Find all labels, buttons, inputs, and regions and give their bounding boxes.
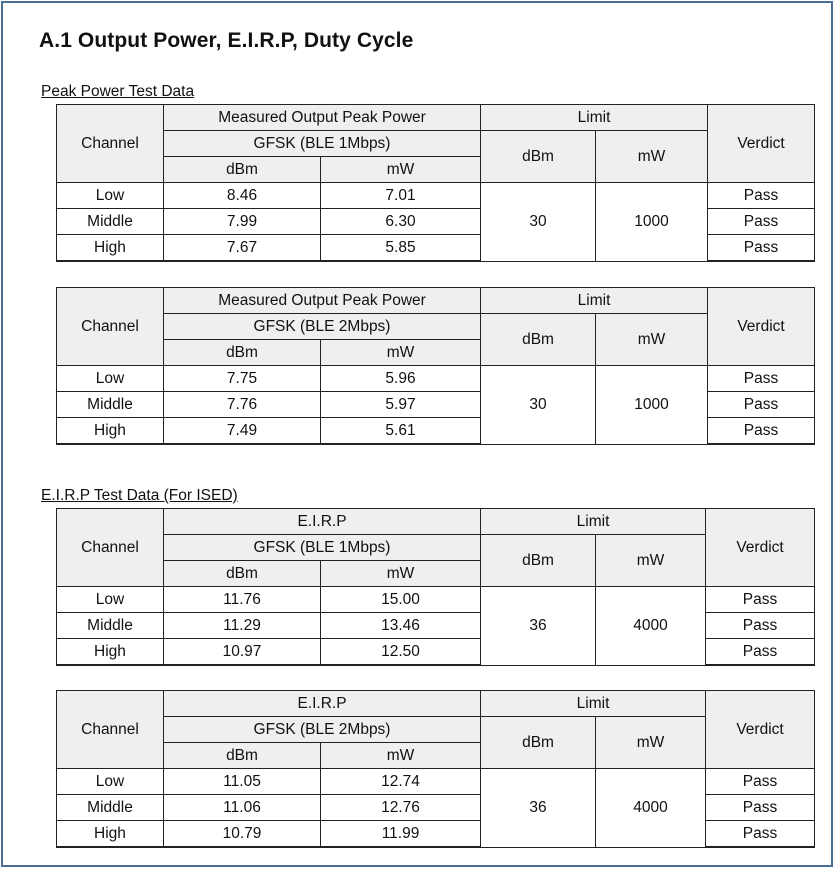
verdict-cell: Pass	[706, 613, 815, 639]
channel-cell: Middle	[57, 209, 164, 235]
channel-cell: High	[57, 639, 164, 666]
channel-cell: High	[57, 235, 164, 262]
limit-dbm-cell: 36	[481, 587, 596, 666]
channel-cell: Middle	[57, 613, 164, 639]
dbm-cell: 7.75	[164, 366, 321, 392]
mw-header: mW	[321, 561, 481, 587]
eirp-table-1mbps	[56, 508, 815, 666]
limit-dbm-cell: 30	[481, 183, 596, 262]
channel-cell: Low	[57, 769, 164, 795]
channel-cell: Low	[57, 366, 164, 392]
dbm-cell: 11.05	[164, 769, 321, 795]
verdict-cell: Pass	[708, 183, 815, 209]
dbm-cell: 11.29	[164, 613, 321, 639]
verdict-cell: Pass	[706, 639, 815, 666]
mw-header: mW	[321, 340, 481, 366]
mw-cell: 12.76	[321, 795, 481, 821]
mw-cell: 15.00	[321, 587, 481, 613]
section-heading-peak-power: Peak Power Test Data	[41, 83, 195, 100]
dbm-cell: 7.76	[164, 392, 321, 418]
channel-header: Channel	[57, 105, 164, 183]
table-row	[57, 183, 815, 209]
mode-header: GFSK (BLE 2Mbps)	[164, 314, 481, 340]
group-header: E.I.R.P	[164, 509, 481, 535]
mw-header: mW	[321, 157, 481, 183]
mw-cell: 12.50	[321, 639, 481, 666]
channel-cell: High	[57, 821, 164, 848]
eirp-table-2mbps	[56, 690, 815, 848]
dbm-cell: 10.79	[164, 821, 321, 848]
mode-header: GFSK (BLE 1Mbps)	[164, 131, 481, 157]
peak-power-table-1mbps	[56, 104, 815, 262]
dbm-cell: 11.76	[164, 587, 321, 613]
verdict-cell: Pass	[706, 821, 815, 848]
dbm-cell: 10.97	[164, 639, 321, 666]
verdict-header: Verdict	[708, 288, 815, 366]
page-title: A.1 Output Power, E.I.R.P, Duty Cycle	[39, 29, 414, 52]
mw-header: mW	[321, 743, 481, 769]
mw-cell: 5.97	[321, 392, 481, 418]
mode-header: GFSK (BLE 1Mbps)	[164, 535, 481, 561]
dbm-cell: 7.49	[164, 418, 321, 445]
channel-header: Channel	[57, 288, 164, 366]
limit-header: Limit	[481, 509, 706, 535]
mw-cell: 5.61	[321, 418, 481, 445]
mw-cell: 13.46	[321, 613, 481, 639]
dbm-header: dBm	[164, 743, 321, 769]
group-header: Measured Output Peak Power	[164, 105, 481, 131]
limit-mw-header: mW	[596, 131, 708, 183]
verdict-header: Verdict	[706, 509, 815, 587]
channel-header: Channel	[57, 691, 164, 769]
dbm-cell: 7.67	[164, 235, 321, 262]
limit-mw-cell: 4000	[596, 769, 706, 848]
dbm-header: dBm	[164, 340, 321, 366]
verdict-cell: Pass	[706, 769, 815, 795]
channel-header: Channel	[57, 509, 164, 587]
group-header: Measured Output Peak Power	[164, 288, 481, 314]
limit-header: Limit	[481, 288, 708, 314]
channel-cell: Middle	[57, 795, 164, 821]
verdict-header: Verdict	[708, 105, 815, 183]
verdict-cell: Pass	[708, 209, 815, 235]
table-row	[57, 587, 815, 613]
dbm-cell: 11.06	[164, 795, 321, 821]
limit-mw-header: mW	[596, 717, 706, 769]
verdict-header: Verdict	[706, 691, 815, 769]
document-frame	[1, 1, 833, 867]
limit-mw-cell: 4000	[596, 587, 706, 666]
limit-dbm-header: dBm	[481, 131, 596, 183]
channel-cell: Low	[57, 587, 164, 613]
group-header: E.I.R.P	[164, 691, 481, 717]
mw-cell: 6.30	[321, 209, 481, 235]
channel-cell: Middle	[57, 392, 164, 418]
verdict-cell: Pass	[706, 795, 815, 821]
limit-dbm-header: dBm	[481, 535, 596, 587]
dbm-header: dBm	[164, 561, 321, 587]
verdict-cell: Pass	[706, 587, 815, 613]
peak-power-table-2mbps	[56, 287, 815, 445]
mw-cell: 5.96	[321, 366, 481, 392]
limit-mw-cell: 1000	[596, 183, 708, 262]
channel-cell: High	[57, 418, 164, 445]
dbm-cell: 7.99	[164, 209, 321, 235]
mode-header: GFSK (BLE 2Mbps)	[164, 717, 481, 743]
verdict-cell: Pass	[708, 392, 815, 418]
limit-header: Limit	[481, 105, 708, 131]
table-row	[57, 769, 815, 795]
dbm-header: dBm	[164, 157, 321, 183]
mw-cell: 12.74	[321, 769, 481, 795]
limit-dbm-header: dBm	[481, 717, 596, 769]
limit-header: Limit	[481, 691, 706, 717]
limit-mw-cell: 1000	[596, 366, 708, 445]
verdict-cell: Pass	[708, 366, 815, 392]
limit-dbm-cell: 36	[481, 769, 596, 848]
channel-cell: Low	[57, 183, 164, 209]
limit-mw-header: mW	[596, 314, 708, 366]
verdict-cell: Pass	[708, 418, 815, 445]
verdict-cell: Pass	[708, 235, 815, 262]
table-row	[57, 366, 815, 392]
section-heading-eirp: E.I.R.P Test Data (For ISED)	[41, 487, 238, 504]
mw-cell: 11.99	[321, 821, 481, 848]
dbm-cell: 8.46	[164, 183, 321, 209]
mw-cell: 5.85	[321, 235, 481, 262]
limit-mw-header: mW	[596, 535, 706, 587]
mw-cell: 7.01	[321, 183, 481, 209]
limit-dbm-header: dBm	[481, 314, 596, 366]
limit-dbm-cell: 30	[481, 366, 596, 445]
